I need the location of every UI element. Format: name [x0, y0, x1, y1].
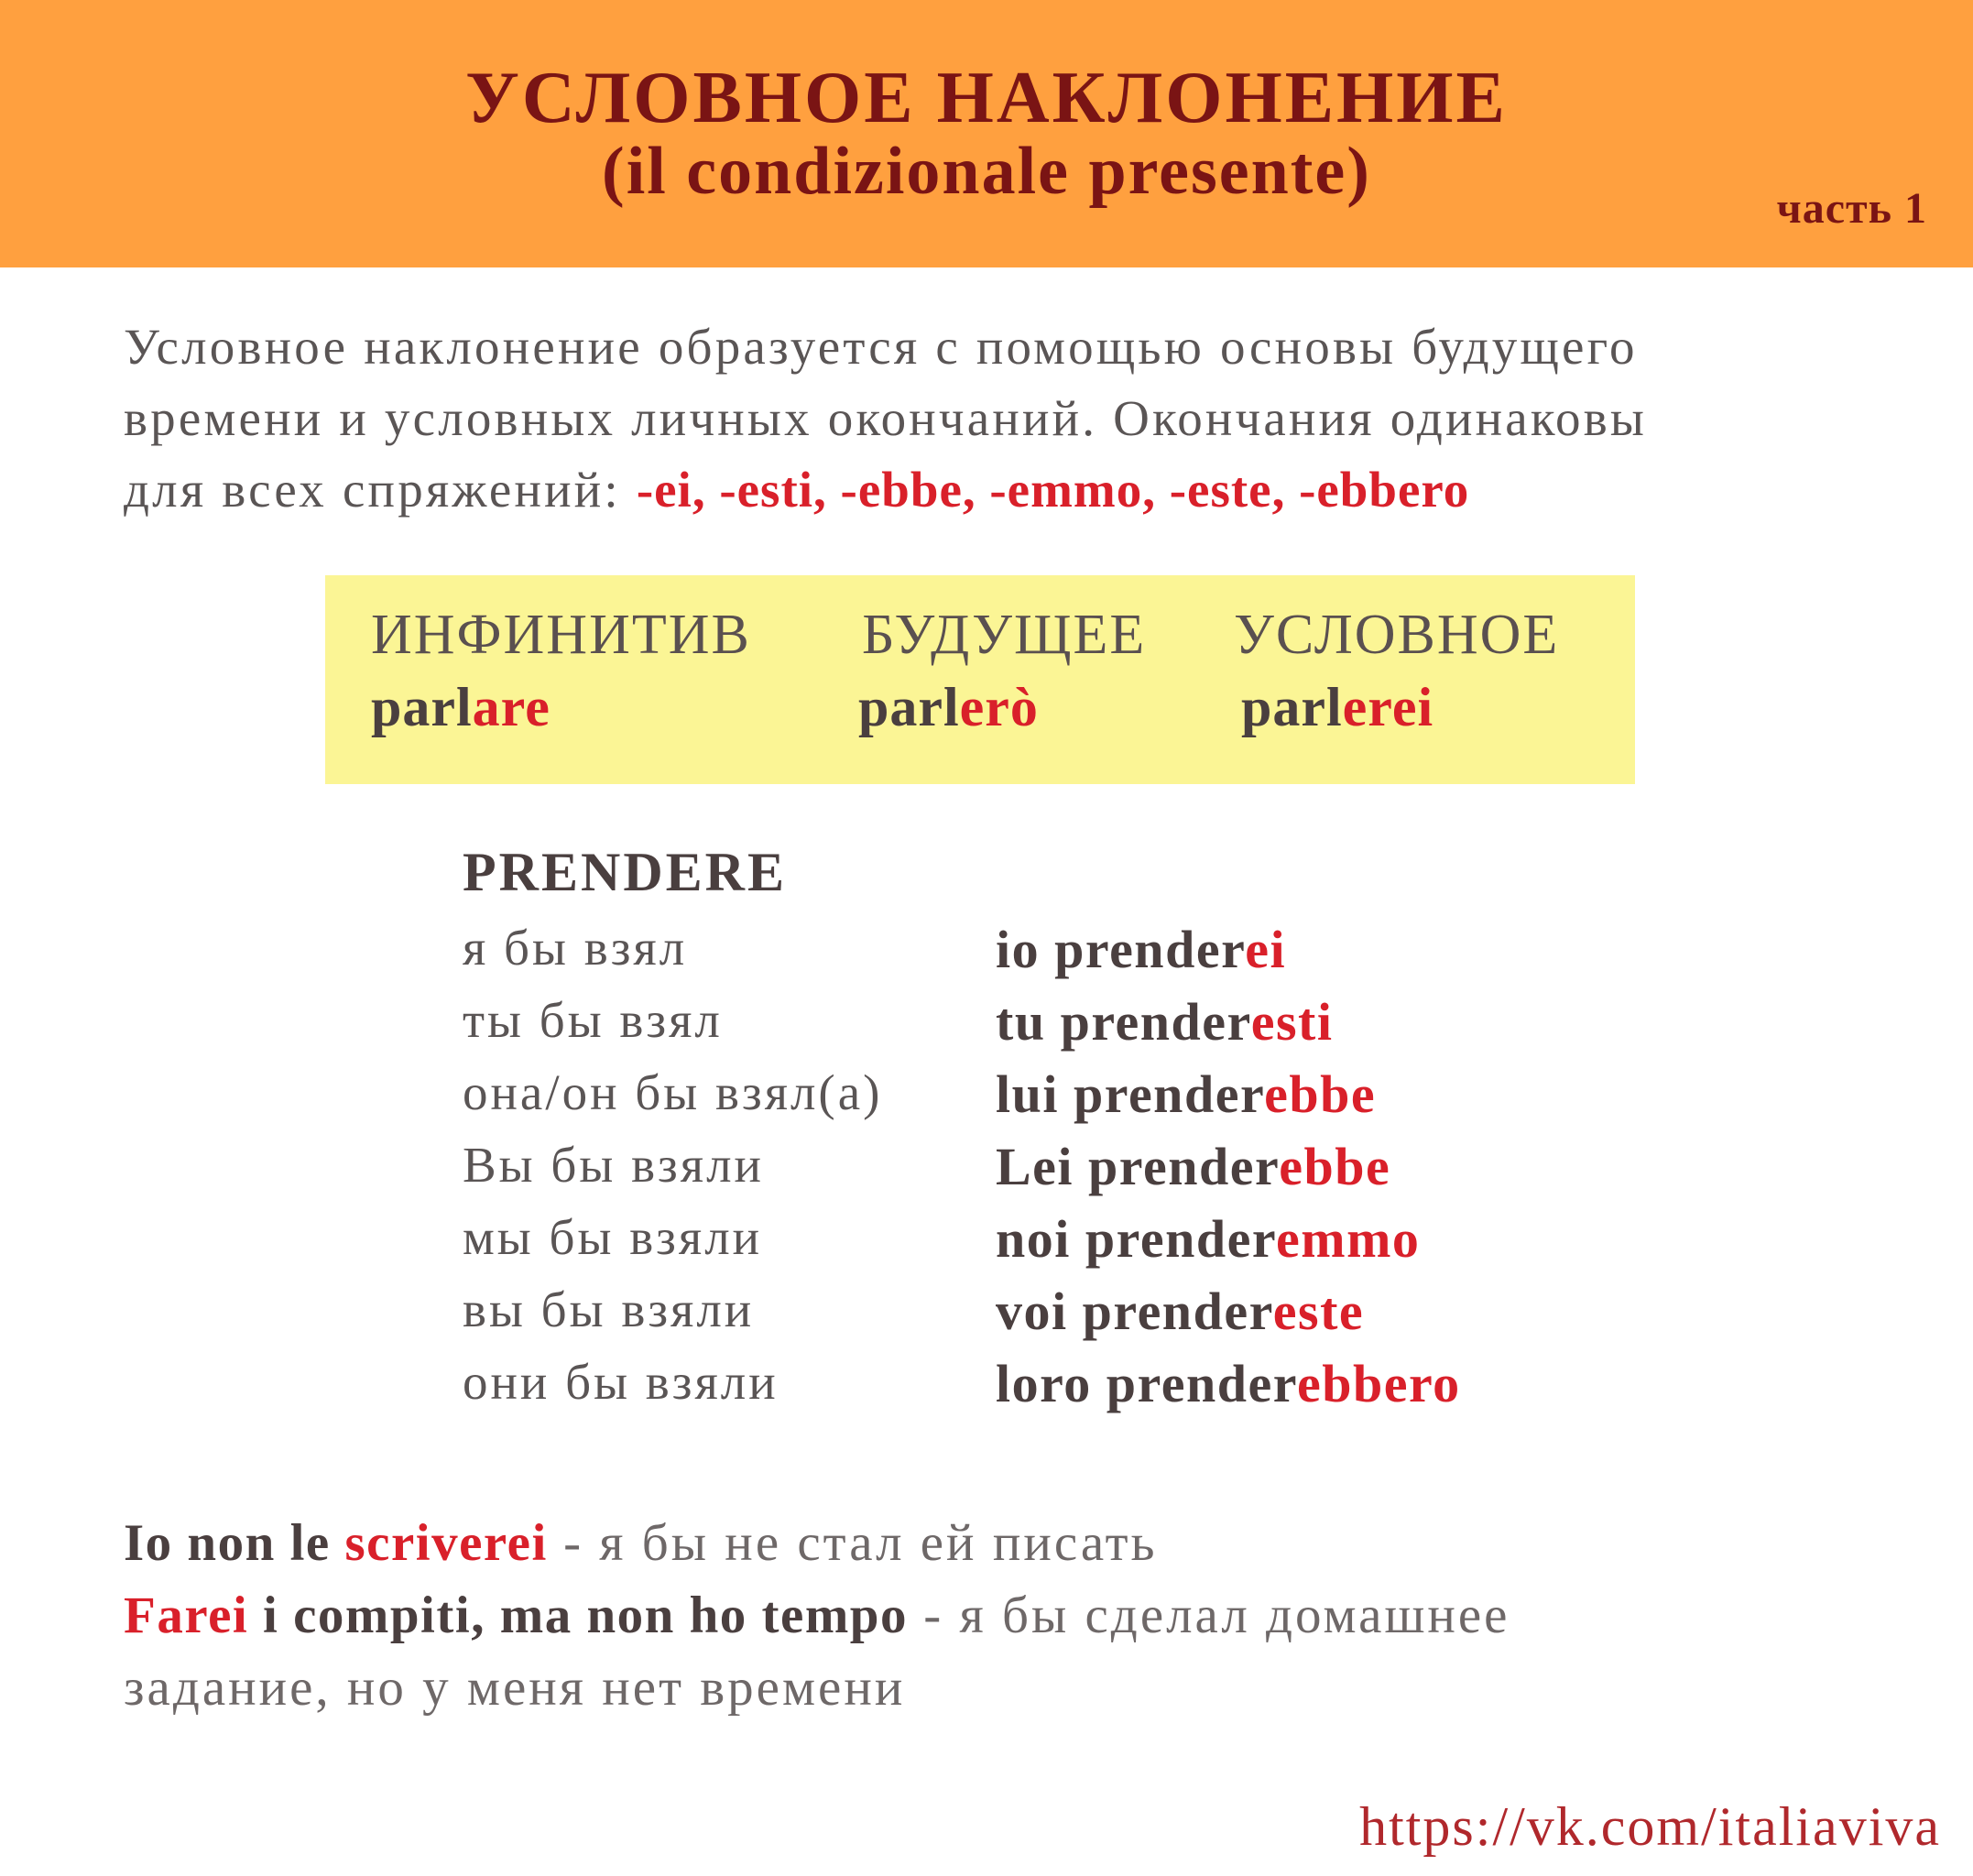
conjugation-stem: loro prender [996, 1354, 1297, 1413]
conjugation-row [0, 919, 1973, 992]
source-link[interactable]: https://vk.com/italiaviva [1359, 1796, 1941, 1857]
conjugation-row [0, 1281, 1973, 1354]
form-ending: erei [1342, 677, 1434, 737]
conjugation-ending: ei [1245, 920, 1287, 979]
conjugation-row [0, 1353, 1973, 1426]
conjugation-it [996, 1281, 1364, 1342]
conjugation-row [0, 1208, 1973, 1282]
conjugation-ending: ebbe [1279, 1137, 1391, 1196]
example-2-translation: - я бы сделал домашнее [908, 1587, 1510, 1644]
forms-header-future: БУДУЩЕЕ [862, 604, 1147, 666]
conjugation-it [996, 1063, 1376, 1125]
example-1-italian: Io non le [124, 1514, 345, 1572]
examples-block [124, 1507, 1919, 1724]
intro-line-1: Условное наклонение образуется с помощью основы будущего [124, 319, 1638, 375]
conjugation-stem: io prender [996, 920, 1246, 979]
conjugation-ru: Вы бы взяли [463, 1137, 764, 1193]
conjugation-ru: ты бы взял [463, 992, 723, 1048]
page-subtitle: (il condizionale presente) [602, 134, 1371, 209]
forms-value-infinitive [371, 676, 550, 739]
conjugation-ending: este [1272, 1282, 1365, 1341]
conjugation-ending: ebbe [1264, 1064, 1377, 1124]
example-1-translation: - я бы не стал ей писать [547, 1514, 1158, 1572]
conjugation-it [996, 1353, 1461, 1414]
conjugation-ru: она/он бы взял(а) [463, 1064, 883, 1120]
conjugation-it [996, 1208, 1420, 1270]
form-ending: erò [959, 677, 1039, 737]
intro-line-2: времени и условных личных окончаний. Окончания одинаковы [124, 390, 1648, 446]
forms-value-conditional [1241, 676, 1433, 739]
conjugation-it [996, 919, 1286, 980]
forms-table [325, 575, 1635, 784]
conjugation-stem: tu prender [996, 992, 1251, 1052]
endings-list: -ei, -esti, -ebbe, -emmo, -este, -ebbero [636, 462, 1470, 518]
conjugation-ru: они бы взяли [463, 1354, 779, 1410]
example-2-translation-cont: задание, но у меня нет времени [124, 1659, 906, 1717]
example-2-italian: i compiti, ma non ho tempo [248, 1587, 909, 1644]
conjugation-ru: мы бы взяли [463, 1209, 763, 1265]
form-stem: parl [1241, 677, 1343, 737]
conjugation-stem: noi prender [996, 1209, 1277, 1269]
example-1 [124, 1507, 1919, 1579]
conjugation-ending: ebbero [1296, 1354, 1461, 1413]
conjugation-ending: emmo [1276, 1209, 1421, 1269]
conjugation-row [0, 1063, 1973, 1137]
example-1-verb: scriverei [344, 1514, 548, 1572]
header-banner [0, 0, 1973, 267]
conjugation-it [996, 1136, 1390, 1197]
conjugation-it [996, 991, 1333, 1053]
form-ending: are [472, 677, 550, 737]
form-stem: parl [858, 677, 960, 737]
part-label: часть 1 [1776, 184, 1927, 233]
form-stem: parl [371, 677, 473, 737]
example-2-verb: Farei [124, 1587, 249, 1644]
example-2 [124, 1579, 1919, 1652]
conjugation-ru: вы бы взяли [463, 1282, 755, 1337]
forms-value-future [858, 676, 1039, 739]
conjugation-stem: Lei prender [996, 1137, 1280, 1196]
conjugation-row [0, 991, 1973, 1064]
conjugation-stem: lui prender [996, 1064, 1265, 1124]
verb-heading: PRENDERE [463, 842, 788, 902]
conjugation-ru: я бы взял [463, 920, 688, 976]
page-title: УСЛОВНОЕ НАКЛОНЕНИЕ [465, 58, 1508, 138]
conjugation-stem: voi prender [996, 1282, 1273, 1341]
forms-header-infinitive: ИНФИНИТИВ [371, 604, 751, 666]
conjugation-row [0, 1136, 1973, 1209]
conjugation-ending: esti [1250, 992, 1334, 1052]
intro-line-3 [124, 454, 1919, 526]
intro-paragraph [124, 311, 1919, 526]
forms-header-conditional: УСЛОВНОЕ [1234, 604, 1560, 666]
intro-line-3-prefix: для всех спряжений: [124, 462, 637, 518]
